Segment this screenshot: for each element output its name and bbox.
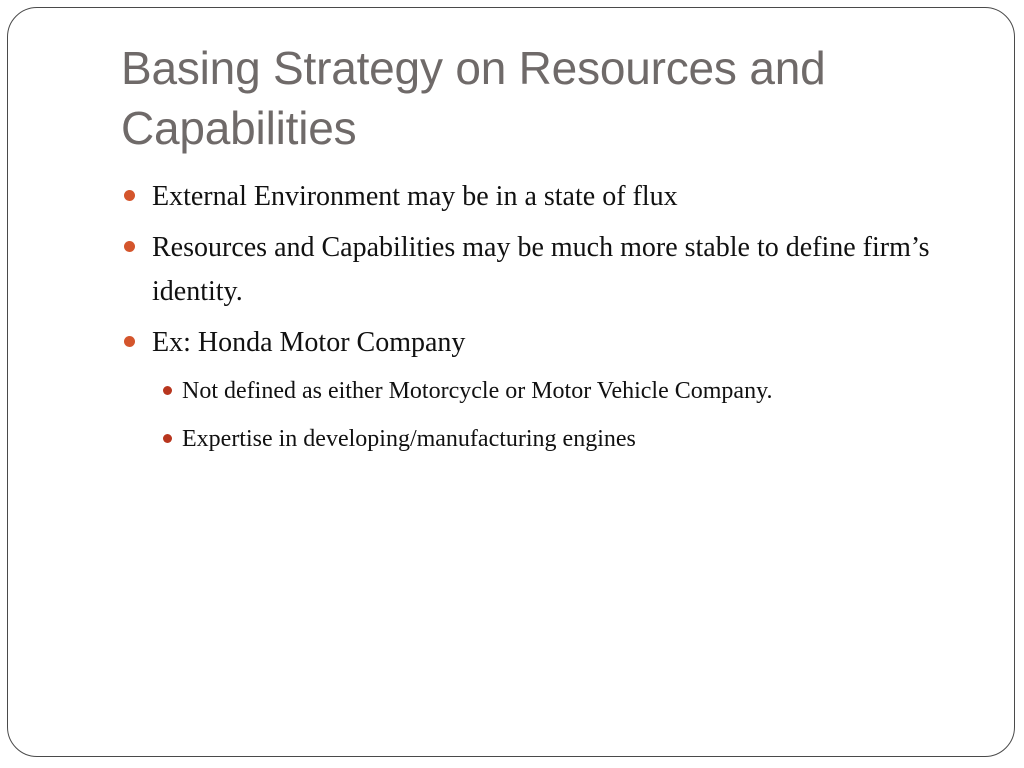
- bullet-text: External Environment may be in a state of flux: [152, 181, 678, 212]
- bullet-dot-icon: [124, 190, 135, 201]
- slide: [7, 7, 1015, 757]
- bullet-dot-icon: [124, 336, 135, 347]
- bullet-item: [121, 175, 961, 219]
- bullet-text: Ex: Honda Motor Company: [152, 327, 466, 358]
- bullet-item: [121, 321, 961, 365]
- subbullet-dot-icon: [163, 434, 172, 443]
- bullet-dot-icon: [124, 241, 135, 252]
- subbullet-item: [157, 420, 961, 458]
- subbullet-dot-icon: [163, 386, 172, 395]
- subbullet-text: Not defined as either Motorcycle or Motor Vehicle Company.: [182, 378, 773, 404]
- slide-body: [121, 175, 961, 468]
- subbullet-item: [157, 372, 961, 410]
- bullet-text: Resources and Capabilities may be much more stable to define firm’s identity.: [152, 232, 930, 307]
- subbullet-text: Expertise in developing/manufacturing engines: [182, 426, 636, 452]
- slide-title: Basing Strategy on Resources and Capabilities: [121, 42, 826, 154]
- bullet-item: [121, 226, 961, 314]
